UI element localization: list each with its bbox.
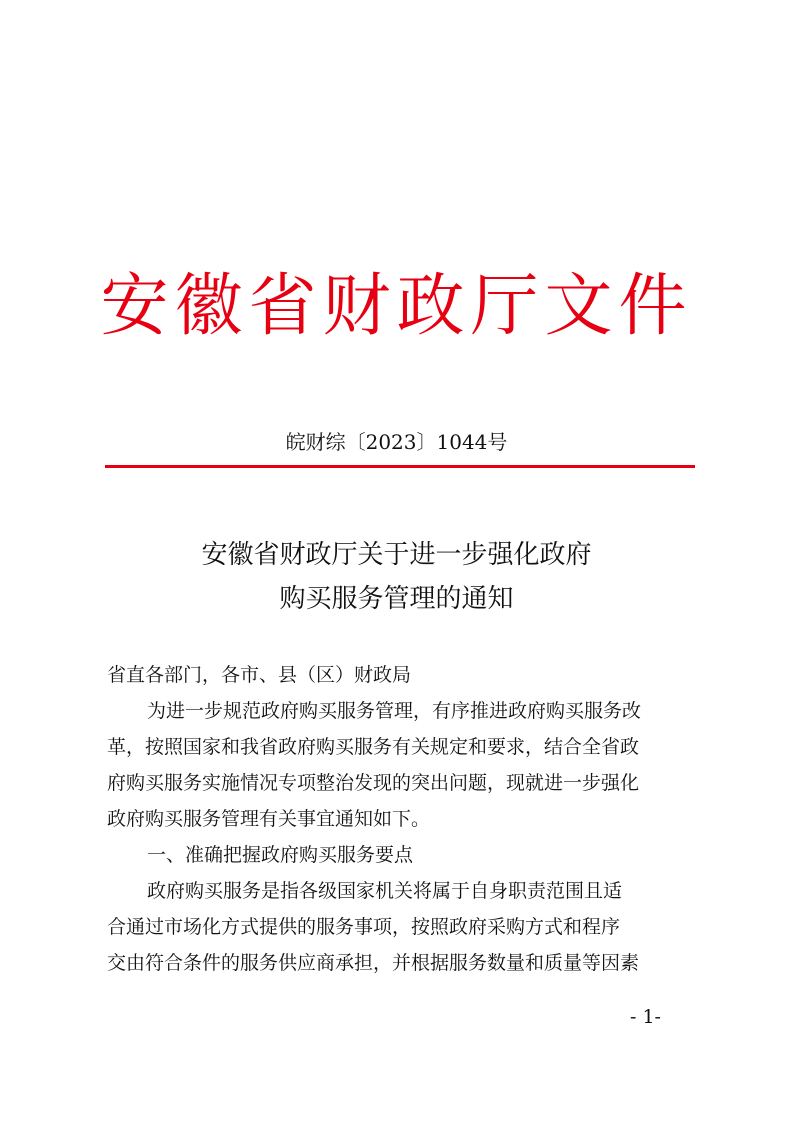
document-title-line-1: 安徽省财政厅关于进一步强化政府 [201,540,592,570]
document-body [107,657,697,981]
document-title [0,533,793,621]
document-title-line-2: 购买服务管理的通知 [279,584,514,614]
body-line: 府购买服务实施情况专项整治发现的突出问题，现就进一步强化 [107,772,640,794]
section-heading: 一、准确把握政府购买服务要点 [147,844,414,866]
document-number: 皖财综〔2023〕1044号 [285,430,508,454]
addressee-line: 省直各部门，各市、县（区）财政局 [107,664,412,686]
issuer-title: 安徽省财政厅文件 [100,267,693,346]
red-divider-line [105,465,695,468]
body-line: 合通过市场化方式提供的服务事项，按照政府采购方式和程序 [107,916,621,938]
body-line: 为进一步规范政府购买服务管理，有序推进政府购买服务改 [147,700,642,722]
body-line: 交由符合条件的服务供应商承担，并根据服务数量和质量等因素 [107,952,640,974]
body-line: 革，按照国家和我省政府购买服务有关规定和要求，结合全省政 [107,736,640,758]
page-number: - 1- [630,1006,661,1028]
body-line: 政府购买服务是指各级国家机关将属于自身职责范围且适 [147,880,623,902]
body-line: 政府购买服务管理有关事宜通知如下。 [107,808,431,830]
